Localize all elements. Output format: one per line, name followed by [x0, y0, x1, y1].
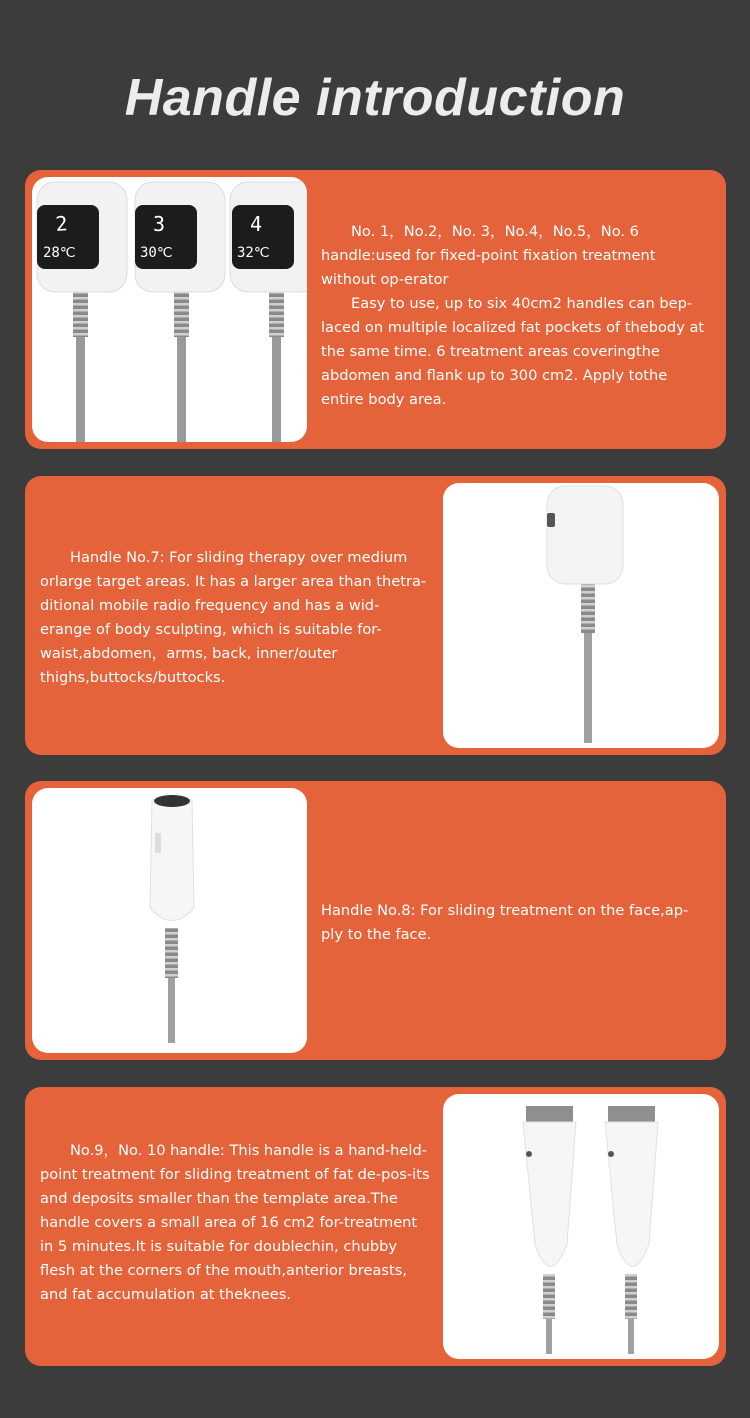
section-2-paragraph-1: Handle No.7: For sliding therapy over medium orlarge target areas. It has a larger area than thetra-ditional mobile radio frequency and has a wid-erange of body sculpting, which is suitable for-waist,abdomen，arms, back, inner/outer thighs,buttocks/buttocks. — [40, 549, 427, 686]
large-sliding-handle-icon — [443, 483, 719, 748]
section-1-paragraph-1: No. 1，No.2，No. 3，No.4，No.5，No. 6 handle:used for fixed-point fixation treatment without op-erator — [321, 223, 656, 288]
three-fixed-applicators-icon — [32, 177, 307, 442]
handle-section-9-10 — [25, 1087, 726, 1366]
display-3-number: 4 — [250, 212, 263, 236]
section-2-text — [40, 546, 430, 690]
display-2-number: 3 — [153, 212, 166, 236]
handle-section-1-6 — [25, 170, 726, 449]
handle-section-7 — [25, 476, 726, 755]
face-handle-photo — [32, 788, 307, 1053]
section-4-text — [40, 1139, 430, 1307]
display-1-number: 2 — [54, 211, 69, 236]
display-1-temp: 28℃ — [43, 245, 76, 261]
large-handle-photo — [443, 483, 719, 748]
section-1-text — [321, 220, 706, 412]
section-4-paragraph-1: No.9，No. 10 handle: This handle is a hand-held-point treatment for sliding treatment of fat de-pos-its and deposits smaller than the template area.The handle covers a small area of 16 cm2 for-treatment in 5 minutes.It is suitable for doublechin, chubby flesh at the corners of the mouth,anterior breasts, and fat accumulation at theknees. — [40, 1142, 430, 1303]
section-3-text — [321, 899, 706, 947]
face-sliding-handle-icon — [32, 788, 307, 1053]
small-handles-photo — [443, 1094, 719, 1359]
section-1-paragraph-2: Easy to use, up to six 40cm2 handles can bep-laced on multiple localized fat pockets of thebody at the same time. 6 treatment areas coveringthe abdomen and flank up to 300 cm2. Apply tothe entire body area. — [321, 295, 705, 408]
section-3-paragraph-1: Handle No.8: For sliding treatment on the face,ap-ply to the face. — [321, 902, 689, 943]
page-title: Handle introduction — [124, 69, 626, 127]
handle-section-8 — [25, 781, 726, 1060]
display-2-temp: 30℃ — [140, 245, 173, 261]
fixed-applicators-photo — [32, 177, 307, 442]
display-3-temp: 32℃ — [237, 245, 270, 261]
two-small-handles-icon — [443, 1094, 719, 1359]
